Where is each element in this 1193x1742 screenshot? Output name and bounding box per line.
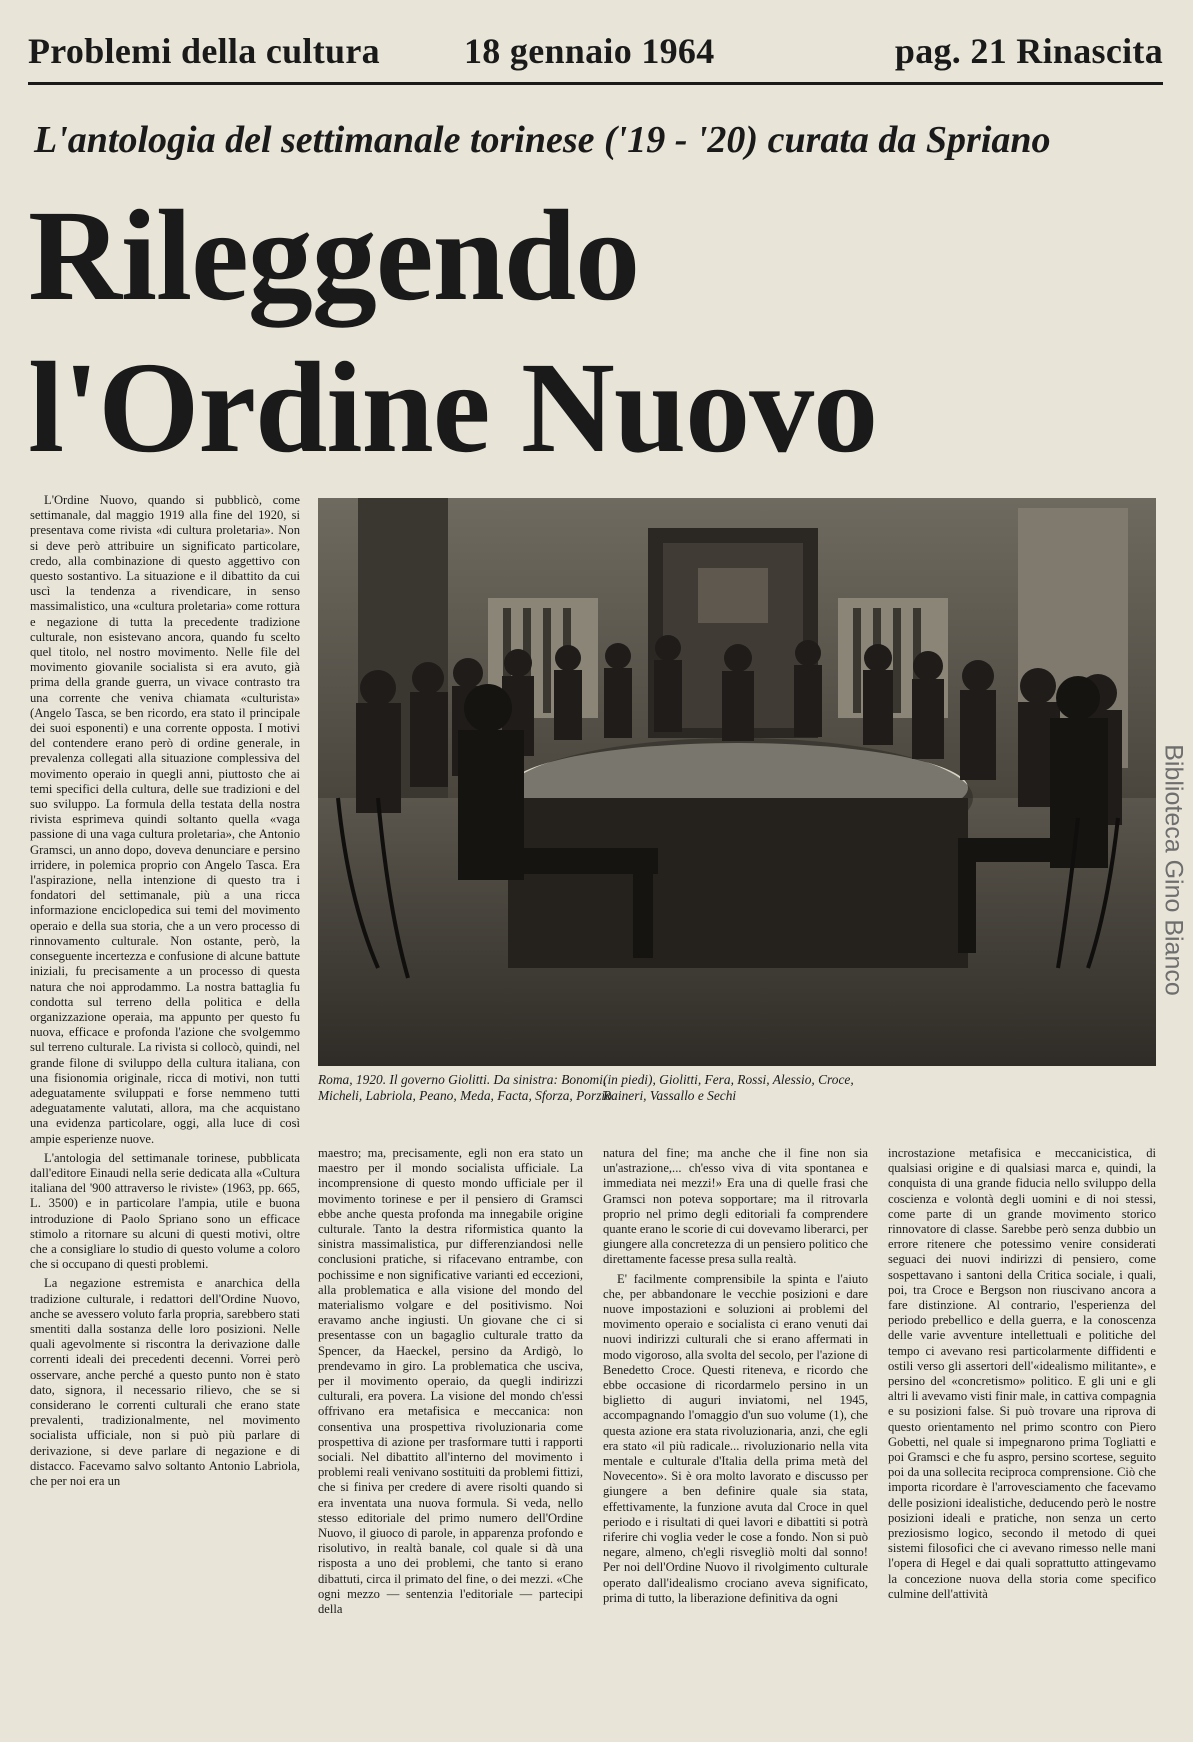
article-paragraph: L'Ordine Nuovo, quando si pubblicò, come settimanale, dal maggio 1919 alla fine del 1920, si presentava come rivista «di cultura proletaria». Non si deve però attribuire un significato particolare, credo, alla combinazione di questo aggettivo con questo sostantivo. La situazione e il dibattito da cui uscì la tendenza a rivendicare, in senso massimalistico, una «cultura proletaria» come rottura e negazione di tutta la precedente tradizione culturale, non esistevano ancora, quando fu scelto quel titolo, nel nostro movimento. Nelle file del movimento giovanile socialista si era avuto, già prima della grande guerra, un vivace contrasto tra una corrente che veniva chiamata «culturista» (Angelo Tasca, se ben ricordo, era stato il principale dei suoi esponenti) e una corrente opposta. I motivi del contendere erano però di ordine generale, in prevalenza collegati alla situazione complessiva del movimento operaio in quegli anni, piuttosto che ai temi specifici della cultura, delle sue tradizioni e del suo sviluppo. La formula della testata della nostra rivista esprimeva quindi soltanto quella «vaga passione di una vaga cultura proletaria», che Antonio Gramsci, un anno dopo, doveva denunciare e persino irridere, in polemica proprio con Angelo Tasca. Era l'aspirazione, nella intenzione di questo tra i fondatori del settimanale, più a una ricca informazione enciclopedica sui temi del movimento operaio e della sua storia, che a un vero processo di rinnovamento culturale. Non ostante, però, la conseguente incertezza e confusione di alcune battute iniziali, fu precisamente a un processo di questa natura che noi approdammo. La nostra battaglia fu condotta sul terreno della politica e della organizzazione operaia, ma appunto per questo fu nuova, efficace e profonda l'azione che svolgemmo sul terreno culturale. La rivista si collocò, quindi, nel grande filone di sviluppo della cultura italiana, con una fisionomia originale, ricca di motivi, non tutti adeguatamente sviluppati e forse nemmeno tutti adeguatamente valutati, allora, ma che acquistano una evidenza particolare, oggi, alla luce di così ampie esperienze nuove. [30, 493, 300, 1146]
kicker: L'antologia del settimanale torinese ('19 - '20) curata da Spriano [34, 119, 1051, 161]
photo-image [318, 498, 1156, 1066]
header-rule [28, 82, 1163, 85]
photo-caption-left: Roma, 1920. Il governo Giolitti. Da sinistra: Bonomi, Micheli, Labriola, Peano, Meda, Facta, Sforza, Porzio [318, 1072, 612, 1103]
photo-caption-right: (in piedi), Giolitti, Fera, Rossi, Alessio, Croce, Raineri, Vassallo e Sechi [603, 1072, 854, 1103]
section-title: Problemi della cultura [28, 31, 380, 71]
article-paragraph: La negazione estremista e anarchica della tradizione culturale, i redattori dell'Ordine Nuovo, anche se avessero voluto farla propria, sarebbero stati smentiti dalla sostanza delle loro posizioni. Nelle quali agevolmente si riscontra la derivazione dalle correnti ideali dei precedenti decenni. Vorrei però osservare, anche perché a questo punto non è stato dato, signora, il necessario rilievo, che se si considerano le correnti culturali che erano state prevalenti, tradizionalmente, nel movimento socialista ufficiale, non si può più parlare di derivazione, si deve parlare di negazione e di distacco. Facevamo salvo soltanto Antonio Labriola, che per noi era un [30, 1276, 300, 1488]
page-number: pag. 21 Rinascita [894, 31, 1163, 71]
article-paragraph: incrostazione metafisica e meccanicistica, di qualsiasi origine e di qualsiasi marca e, quindi, la conquista di una grande fiducia nello sviluppo della coscienza e volontà degli uomini e di noi stessi, come parte di un grande movimento storico rinnovatore di classe. Sarebbe però senza dubbio un errore ritenere che potessimo venire considerati seguaci dei nuovi indirizzi di pensiero, come sospettavano i santoni della Critica sociale, i quali, poi, tra Croce e Bergson non riuscivano ancora a fare distinzione. Al contrario, l'esperienza del periodo prebellico e della guerra, e la conoscenza delle varie avventure intellettuali e politiche del tempo ci avevano resi particolarmente diffidenti e ostili verso gli assertori dell'«idealismo militante», e persino del «concretismo» politico. E gli uni e gli altri li avevamo visti finir male, in cattiva compagnia e su posizioni false. Si può trovare una riprova di questo orientamento nel primo scontro con Piero Gobetti, nel quale si impegnarono prima Togliatti e poi Gramsci e che fu aspro, persino scortese, seguito poi da una sollecita reciproca comprensione. Ciò che importa ricordare è l'arrovesciamento che facevamo delle posizioni idealistiche, deducendo però le nostre posizioni ideali e pratiche, non senza un certo preziosismo logico, secondo il metodo di quei sistemi filosofici che ci avevano rimesso nelle mani l'opera di Hegel e dai quali soprattutto attingevamo la concezione nuova della storia come specifico culmine dell'attività [888, 1146, 1156, 1601]
page-header [28, 30, 1163, 86]
headline-line-1: Rileggendo [28, 184, 640, 328]
article-paragraph: maestro; ma, precisamente, egli non era stato un maestro per il mondo socialista ufficiale. La incomprensione di questo mondo ufficiale per il movimento torinese e per il pensiero di Gramsci ebbe anche questa profonda ma innegabile origine culturale. Tanto la destra riformistica quanto la sinistra massimalistica, pur differenziandosi nelle conclusioni pratiche, si rifacevano entrambe, con pochissime e non significative varianti ed eccezioni, alla problematica e alla visione del mondo del materialismo volgare e del positivismo. Noi eravamo anche ingiusti. Un giovane che ci si presentasse con un bagaglio culturale tratto da Spencer, da Haeckel, persino da Ardigò, lo prendevamo in giro. La problematica che usciva, per il movimento operaio, da quegli indirizzi culturali, era povera. La visione del mondo ch'essi offrivano era metafisica e meccanica: non consentiva una prospettiva rivoluzionaria come prospettiva di azione per trasformare tutti i rapporti sociali. Nel dibattito all'interno del movimento i problemi reali venivano sostituiti da problemi fittizi, che si finiva per credere di avere risolti quando si era inventata una nuova formula. Si veda, nello stesso editoriale del primo numero dell'Ordine Nuovo, il giuoco di parole, in apparenza profondo e risolutivo, in realtà banale, col quale si dà una risposta a uno dei problemi, che tanto si erano dibattuti, circa il primato del fine, o dei mezzi. «Che ogni mezzo — sentenzia l'editoriale — partecipi della [318, 1146, 583, 1617]
library-stamp-text: Biblioteca Gino Bianco [1159, 744, 1188, 996]
library-stamp [1158, 720, 1188, 1020]
article-paragraph: L'antologia del settimanale torinese, pubblicata dall'editore Einaudi nella serie dedicata alla «Cultura italiana del '900 attraverso le riviste» (1963, pp. 665, L. 3500) e in particolare l'ampia, utile e buona introduzione di Paolo Spriano sono un efficace stimolo a ritornare su alcuni di questi motivi, oltre che a consigliare lo studio di questo volume a coloro che si occupano di questi problemi. [30, 1150, 300, 1272]
article-column-3 [603, 1146, 868, 1736]
headline [28, 180, 877, 484]
headline-line-2: l'Ordine Nuovo [28, 336, 878, 480]
article-paragraph: E' facilmente comprensibile la spinta e l'aiuto che, per abbandonare le vecchie posizioni e dare nuove impostazioni e soluzioni ai problemi del movimento operaio e socialista ci erano venuti dai nuovi indirizzi culturali che si erano affermati in modo vigoroso, alla svolta del secolo, per l'azione di Benedetto Croce. Questi riteneva, e ricordo che ebbe occasione di ricordarmelo persino in un biglietto di auguri inviatomi, nel 1945, accompagnando l'omaggio d'un suo volume (1), che questa azione era stata rivoluzionaria, anzi, che egli era stato «il più radicale... rivoluzionario nella vita mentale e culturale d'Italia della prima metà del Novecento». Si è ora molto lavorato e discusso per giungere a ben definire quale sia stata, effettivamente, la funzione avuta dal Croce in quel periodo e i risultati di quei lavori e dibattiti si potrà riferire chi voglia veder le cose a fondo. Non si può negare, almeno, ch'egli risvegliò molti dal sonno! Per noi dell'Ordine Nuovo il rivolgimento culturale operato dall'idealismo crociano aveva significato, prima di tutto, la liberazione definitiva da ogni [603, 1271, 868, 1605]
photo-giolitti-government [318, 498, 1156, 1066]
article-column-4 [888, 1146, 1156, 1736]
issue-date: 18 gennaio 1964 [464, 31, 715, 71]
article-column-1 [30, 493, 300, 1733]
article-column-2 [318, 1146, 583, 1736]
article-paragraph: natura del fine; ma anche che il fine non sia un'astrazione,... ch'esso viva di vita spontanea e immediata nei mezzi!» Era una di quelle frasi che Gramsci non poteva sopportare; ma il ritrovarla proprio nel primo degli editoriali fa comprendere quante erano le scorie di cui dovevamo liberarci, per giungere alla concretezza di un pensiero politico che direttamente facesse presa sulla realtà. [603, 1146, 868, 1267]
